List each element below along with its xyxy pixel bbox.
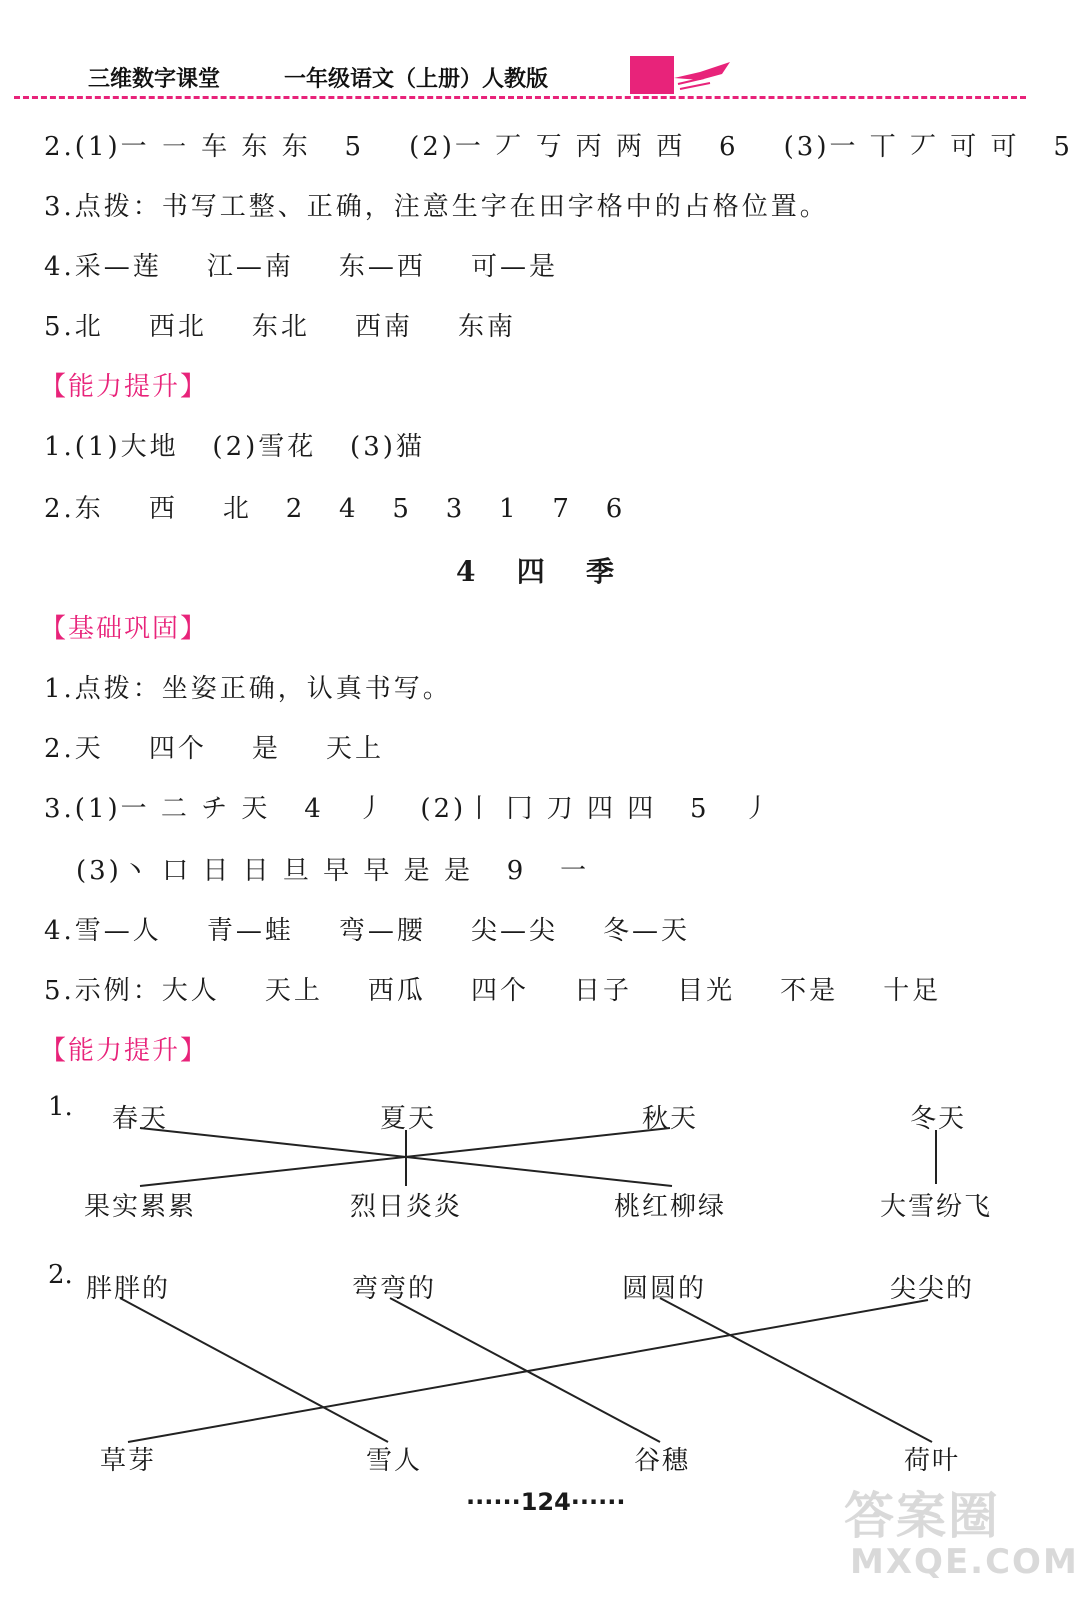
match-line	[390, 1298, 660, 1442]
match1-bottom-word: 果实累累	[84, 1192, 197, 1222]
header-book-title: 三维数字课堂	[88, 67, 221, 92]
match-line	[660, 1298, 932, 1442]
answer-line: 2.东 西 北 2 4 5 3 1 7 6	[44, 494, 626, 524]
section-heading-basic: 【基础巩固】	[40, 614, 209, 644]
answer-line: 3.(1)一 二 チ 天 4 丿 (2)丨 冂 刀 四 四 5 丿	[44, 794, 773, 824]
match1-bottom-word: 桃红柳绿	[614, 1192, 727, 1222]
match1-top-word: 秋天	[642, 1104, 699, 1134]
section-heading-ability: 【能力提升】	[40, 1036, 209, 1066]
answer-line: 3.点拨：书写工整、正确，注意生字在田字格中的占格位置。	[44, 192, 829, 222]
watermark-logo	[836, 1476, 1079, 1586]
match2-bottom-word: 荷叶	[904, 1446, 961, 1476]
answer-line: 5.北 西北 东北 西南 东南	[44, 312, 517, 342]
match2-bottom-word: 谷穗	[634, 1446, 691, 1476]
answer-line: 1.点拨：坐姿正确，认真书写。	[44, 674, 452, 704]
match2-top-word: 弯弯的	[352, 1274, 437, 1304]
match2-top-word: 圆圆的	[622, 1274, 707, 1304]
match1-top-word: 春天	[112, 1104, 169, 1134]
answer-line: (3)丶 口 日 日 旦 早 早 是 是 9 一	[76, 856, 590, 886]
match1-bottom-word: 大雪纷飞	[880, 1192, 993, 1222]
answer-line: 2.天 四个 是 天上	[44, 734, 384, 764]
watermark-url: MXQE.COM	[850, 1542, 1079, 1582]
section-heading-ability: 【能力提升】	[40, 372, 209, 402]
exercise-number: 2.	[48, 1260, 73, 1290]
answer-line: 5.示例：大人 天上 西瓜 四个 日子 目光 不是 十足	[44, 976, 942, 1006]
match-line	[128, 1300, 928, 1442]
watermark-text: 答案圈	[844, 1487, 1000, 1545]
answer-line: 4.采—莲 江—南 东—西 可—是	[44, 252, 558, 282]
exercise-number: 1.	[48, 1092, 73, 1122]
page-number: ······124······	[466, 1488, 626, 1516]
answer-line: 1.(1)大地 (2)雪花 (3)猫	[44, 432, 425, 462]
header-subject: 一年级语文（上册）人教版	[284, 67, 549, 92]
answer-line: 4.雪—人 青—蛙 弯—腰 尖—尖 冬—天	[44, 916, 691, 946]
match1-top-word: 冬天	[910, 1104, 967, 1134]
match2-top-word: 尖尖的	[890, 1274, 975, 1304]
match1-bottom-word: 烈日炎炎	[350, 1192, 463, 1222]
match2-bottom-word: 雪人	[366, 1446, 423, 1476]
lesson-title: 4 四 季	[456, 555, 617, 588]
match1-top-word: 夏天	[380, 1104, 437, 1134]
match2-top-word: 胖胖的	[86, 1274, 171, 1304]
match2-bottom-word: 草芽	[100, 1446, 157, 1476]
answer-line: 2.(1)一 ㇐ 车 东 东 5 (2)一 丆 丂 丙 两 西 6 (3)一 丅 丆 可 可 5	[44, 132, 1073, 162]
